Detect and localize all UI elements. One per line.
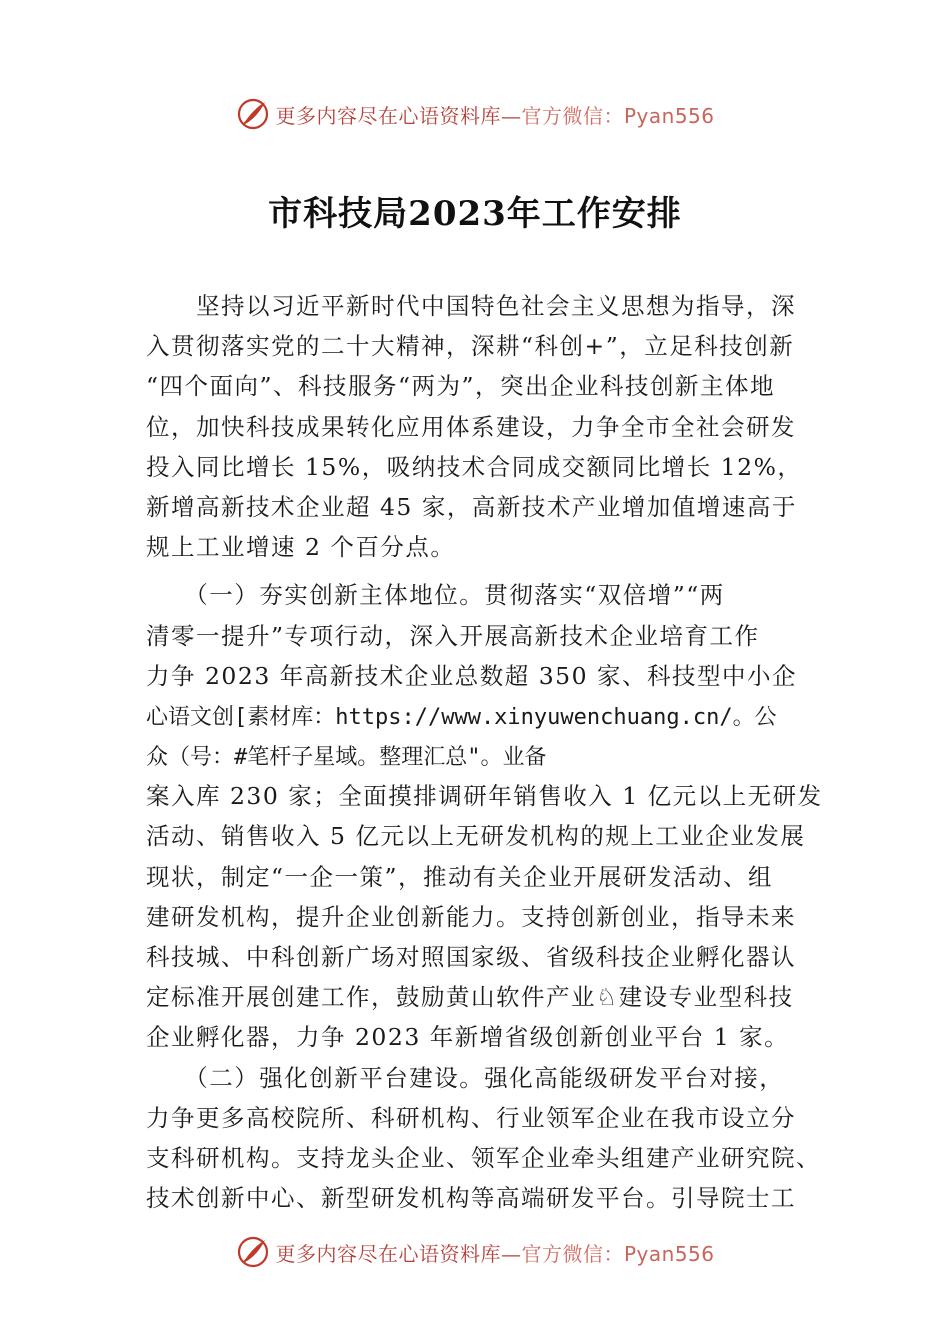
- text-line: 活动、销售收入 5 亿元以上无研发机构的规上工业企业发展: [146, 822, 806, 851]
- banner-account: Pyan556: [623, 103, 715, 128]
- banner-library: 更多内容尽在心语资料库: [275, 103, 501, 128]
- text-line: 力争更多高校院所、科研机构、行业领军企业在我市设立分: [146, 1103, 796, 1132]
- text-line: 清零一提升”专项行动，深入开展高新技术企业培育工作: [146, 621, 760, 650]
- text-line: （二）强化创新平台建设。强化高能级研发平台对接，: [146, 1063, 785, 1092]
- document-title: 市科技局2023年工作安排: [268, 194, 682, 234]
- header-banner: [0, 94, 950, 134]
- text-line: 力争 2023 年高新技术企业总数超 350 家、科技型中小企: [146, 661, 798, 690]
- banner-library: 更多内容尽在心语资料库: [275, 1241, 501, 1266]
- banner-dash: —: [500, 1241, 522, 1266]
- watermark-text: 心语文创[素材库：https://www.xinyuwenchuang.cn/。公: [146, 704, 777, 730]
- watermark-text: 众（号：#笔杆子星域。整理汇总"。业备: [146, 745, 547, 771]
- text-line: 建研发机构，提升企业创新能力。支持创新创业，指导未来: [146, 902, 796, 931]
- banner-dash: —: [500, 103, 522, 128]
- text-line: 新增高新技术企业超 45 家，高新技术产业增加值增速高于: [146, 492, 797, 521]
- paragraph-3: [146, 1058, 826, 1219]
- text-line: 投入同比增长 15%，吸纳技术合同成交额同比增长 12%，: [146, 452, 803, 481]
- quill-logo-icon: [235, 1234, 271, 1270]
- banner-wechat-label: 官方微信：: [521, 1241, 624, 1266]
- text-line: 入贯彻落实党的二十大精神，深耕“科创+”，立足科技创新: [146, 332, 795, 361]
- watermark-line: [146, 736, 826, 776]
- text-line: 支科研机构。支持龙头企业、领军企业牵头组建产业研究院、: [146, 1143, 821, 1172]
- text-line: 规上工业增速 2 个百分点。: [146, 533, 456, 562]
- text-line: 坚持以习近平新时代中国特色社会主义思想为指导，深: [146, 292, 796, 320]
- text-line: 定标准开展创建工作，鼓励黄山软件产业♘建设专业型科技: [146, 983, 794, 1012]
- banner-text: [275, 100, 714, 129]
- banner-wechat-label: 官方微信：: [521, 103, 624, 128]
- banner-account: Pyan556: [623, 1241, 715, 1266]
- text-line: 技术创新中心、新型研发机构等高端研发平台。引导院士工: [146, 1184, 796, 1213]
- quill-logo-icon: [235, 96, 271, 132]
- paragraph-2: [146, 575, 826, 1057]
- watermark-line: [146, 696, 826, 736]
- footer-banner: [0, 1232, 950, 1272]
- text-line: （一）夯实创新主体地位。贯彻落实“双倍增”“两: [146, 581, 725, 610]
- text-line: 案入库 230 家；全面摸排调研年销售收入 1 亿元以上无研发: [146, 782, 823, 811]
- paragraph-1: [146, 286, 826, 567]
- text-line: 科技城、中科创新广场对照国家级、省级科技企业孵化器认: [146, 943, 796, 971]
- document-body: [146, 286, 826, 1218]
- text-line: 现状，制定“一企一策”，推动有关企业开展研发活动、组: [146, 862, 774, 891]
- text-line: “四个面向”、科技服务“两为”，突出企业科技创新主体地: [146, 372, 776, 401]
- banner-text: [275, 1238, 714, 1267]
- text-line: 位，加快科技成果转化应用体系建设，力争全市全社会研发: [146, 412, 796, 441]
- text-line: 企业孵化器，力争 2023 年新增省级创新创业平台 1 家。: [146, 1023, 790, 1052]
